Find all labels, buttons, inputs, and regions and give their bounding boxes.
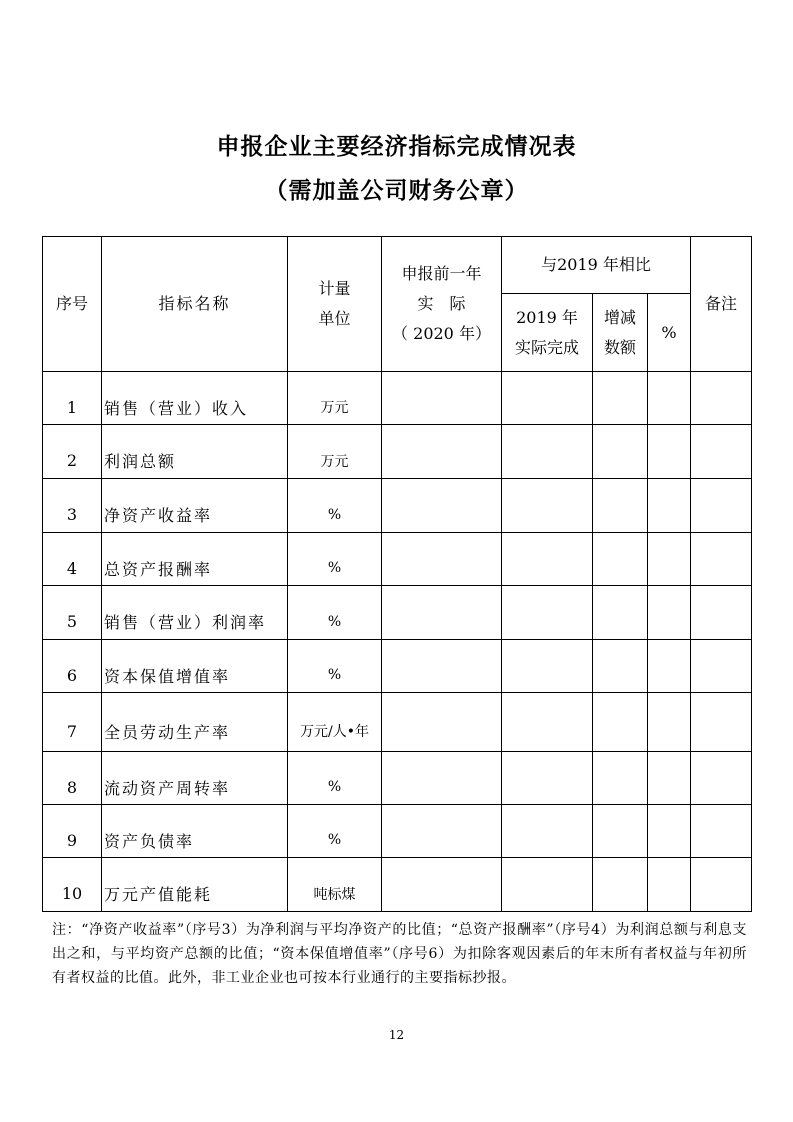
table-row: [43, 586, 752, 640]
page-subtitle: （需加盖公司财务公章）: [264, 178, 529, 204]
header-unit: [288, 237, 382, 372]
cell-prev-year[interactable]: [382, 858, 502, 912]
cell-prev-year[interactable]: [382, 533, 502, 586]
row-name: 资本保值增值率: [102, 640, 288, 693]
table-row: [43, 425, 752, 479]
cell-actual-2019[interactable]: [502, 479, 593, 533]
row-seq: 9: [43, 805, 102, 858]
header-change-line2: 数额: [603, 337, 636, 357]
row-name: 销售（营业）收入: [102, 372, 288, 425]
cell-actual-2019[interactable]: [502, 640, 593, 693]
row-unit: 万元: [288, 425, 382, 479]
row-unit: %: [288, 805, 382, 858]
table-row: [43, 640, 752, 693]
row-seq: 5: [43, 586, 102, 640]
row-name: 净资产收益率: [102, 479, 288, 533]
header-actual: [502, 294, 593, 372]
header-prev-line3: （ 2020 年）: [392, 324, 491, 343]
row-name: 资产负债率: [102, 805, 288, 858]
row-unit: %: [288, 752, 382, 805]
cell-remark[interactable]: [691, 752, 752, 805]
row-unit: %: [288, 533, 382, 586]
row-name: 销售（营业）利润率: [102, 586, 288, 640]
indicator-table: [42, 236, 752, 912]
cell-remark[interactable]: [691, 586, 752, 640]
header-actual-line1: 2019 年: [516, 307, 578, 327]
row-unit: %: [288, 479, 382, 533]
row-seq: 4: [43, 533, 102, 586]
header-prev-line2: 实 际: [417, 294, 466, 313]
cell-actual-2019[interactable]: [502, 533, 593, 586]
cell-prev-year[interactable]: [382, 805, 502, 858]
cell-change[interactable]: [593, 425, 648, 479]
table-row: [43, 533, 752, 586]
header-prev-line1: 申报前一年: [401, 264, 482, 283]
cell-percent[interactable]: [648, 425, 691, 479]
row-name: 总资产报酬率: [102, 533, 288, 586]
row-unit: 万元/人•年: [288, 693, 382, 752]
cell-remark[interactable]: [691, 372, 752, 425]
row-unit: 万元: [288, 372, 382, 425]
cell-remark[interactable]: [691, 425, 752, 479]
cell-percent[interactable]: [648, 752, 691, 805]
cell-percent[interactable]: [648, 858, 691, 912]
cell-actual-2019[interactable]: [502, 586, 593, 640]
cell-percent[interactable]: [648, 640, 691, 693]
cell-prev-year[interactable]: [382, 425, 502, 479]
cell-prev-year[interactable]: [382, 479, 502, 533]
row-seq: 7: [43, 693, 102, 752]
cell-change[interactable]: [593, 858, 648, 912]
cell-change[interactable]: [593, 586, 648, 640]
cell-actual-2019[interactable]: [502, 805, 593, 858]
header-actual-line2: 实际完成: [514, 337, 579, 357]
page-title: 申报企业主要经济指标完成情况表: [216, 134, 577, 160]
header-name: [102, 237, 288, 372]
cell-remark[interactable]: [691, 533, 752, 586]
row-seq: 10: [43, 858, 102, 912]
header-unit-line2: 单位: [318, 309, 351, 328]
cell-change[interactable]: [593, 693, 648, 752]
header-change: [593, 294, 648, 372]
cell-prev-year[interactable]: [382, 372, 502, 425]
table-note: 注：“净资产收益率”（序号3）为净利润与平均净资产的比值；“总资产报酬率”（序号4）为利润总额与利息支出之和，与平均资产总额的比值；“资本保值增值率”（序号6）为扣除客观因素后的年末所有者权益与年初所有者权益的比值。此外，非工业企业也可按本行业通行的主要指标抄报。: [52, 922, 747, 986]
cell-actual-2019[interactable]: [502, 858, 593, 912]
row-name: 利润总额: [102, 425, 288, 479]
row-unit: 吨标煤: [288, 858, 382, 912]
cell-change[interactable]: [593, 805, 648, 858]
header-change-line1: 增减: [603, 307, 636, 327]
header-prev-year: [382, 237, 502, 372]
row-seq: 8: [43, 752, 102, 805]
header-compare: 与2019 年相比: [502, 237, 691, 294]
cell-percent[interactable]: [648, 372, 691, 425]
header-percent: %: [648, 294, 691, 372]
cell-percent[interactable]: [648, 805, 691, 858]
cell-actual-2019[interactable]: [502, 372, 593, 425]
row-unit: %: [288, 586, 382, 640]
cell-change[interactable]: [593, 640, 648, 693]
header-remark: 备注: [691, 237, 752, 372]
cell-actual-2019[interactable]: [502, 752, 593, 805]
cell-percent[interactable]: [648, 693, 691, 752]
table-row: [43, 693, 752, 752]
cell-actual-2019[interactable]: [502, 693, 593, 752]
cell-actual-2019[interactable]: [502, 425, 593, 479]
cell-prev-year[interactable]: [382, 693, 502, 752]
cell-remark[interactable]: [691, 640, 752, 693]
table-row: [43, 858, 752, 912]
table-row: [43, 805, 752, 858]
cell-remark[interactable]: [691, 805, 752, 858]
row-name: 万元产值能耗: [102, 858, 288, 912]
row-seq: 6: [43, 640, 102, 693]
cell-change[interactable]: [593, 533, 648, 586]
row-seq: 1: [43, 372, 102, 425]
cell-prev-year[interactable]: [382, 640, 502, 693]
cell-percent[interactable]: [648, 479, 691, 533]
row-name: 流动资产周转率: [102, 752, 288, 805]
cell-percent[interactable]: [648, 586, 691, 640]
page-number: 12: [388, 1028, 405, 1042]
table-row: [43, 752, 752, 805]
table-row: [43, 372, 752, 425]
header-unit-line1: 计量: [318, 279, 351, 298]
cell-remark[interactable]: [691, 858, 752, 912]
cell-change[interactable]: [593, 752, 648, 805]
cell-remark[interactable]: [691, 693, 752, 752]
header-seq: 序号: [43, 237, 102, 372]
row-unit: %: [288, 640, 382, 693]
cell-prev-year[interactable]: [382, 586, 502, 640]
table-row: [43, 479, 752, 533]
cell-change[interactable]: [593, 479, 648, 533]
cell-prev-year[interactable]: [382, 752, 502, 805]
row-seq: 3: [43, 479, 102, 533]
cell-remark[interactable]: [691, 479, 752, 533]
cell-percent[interactable]: [648, 533, 691, 586]
header-name-label: 指标名称: [158, 294, 231, 313]
row-name: 全员劳动生产率: [102, 693, 288, 752]
row-seq: 2: [43, 425, 102, 479]
cell-change[interactable]: [593, 372, 648, 425]
